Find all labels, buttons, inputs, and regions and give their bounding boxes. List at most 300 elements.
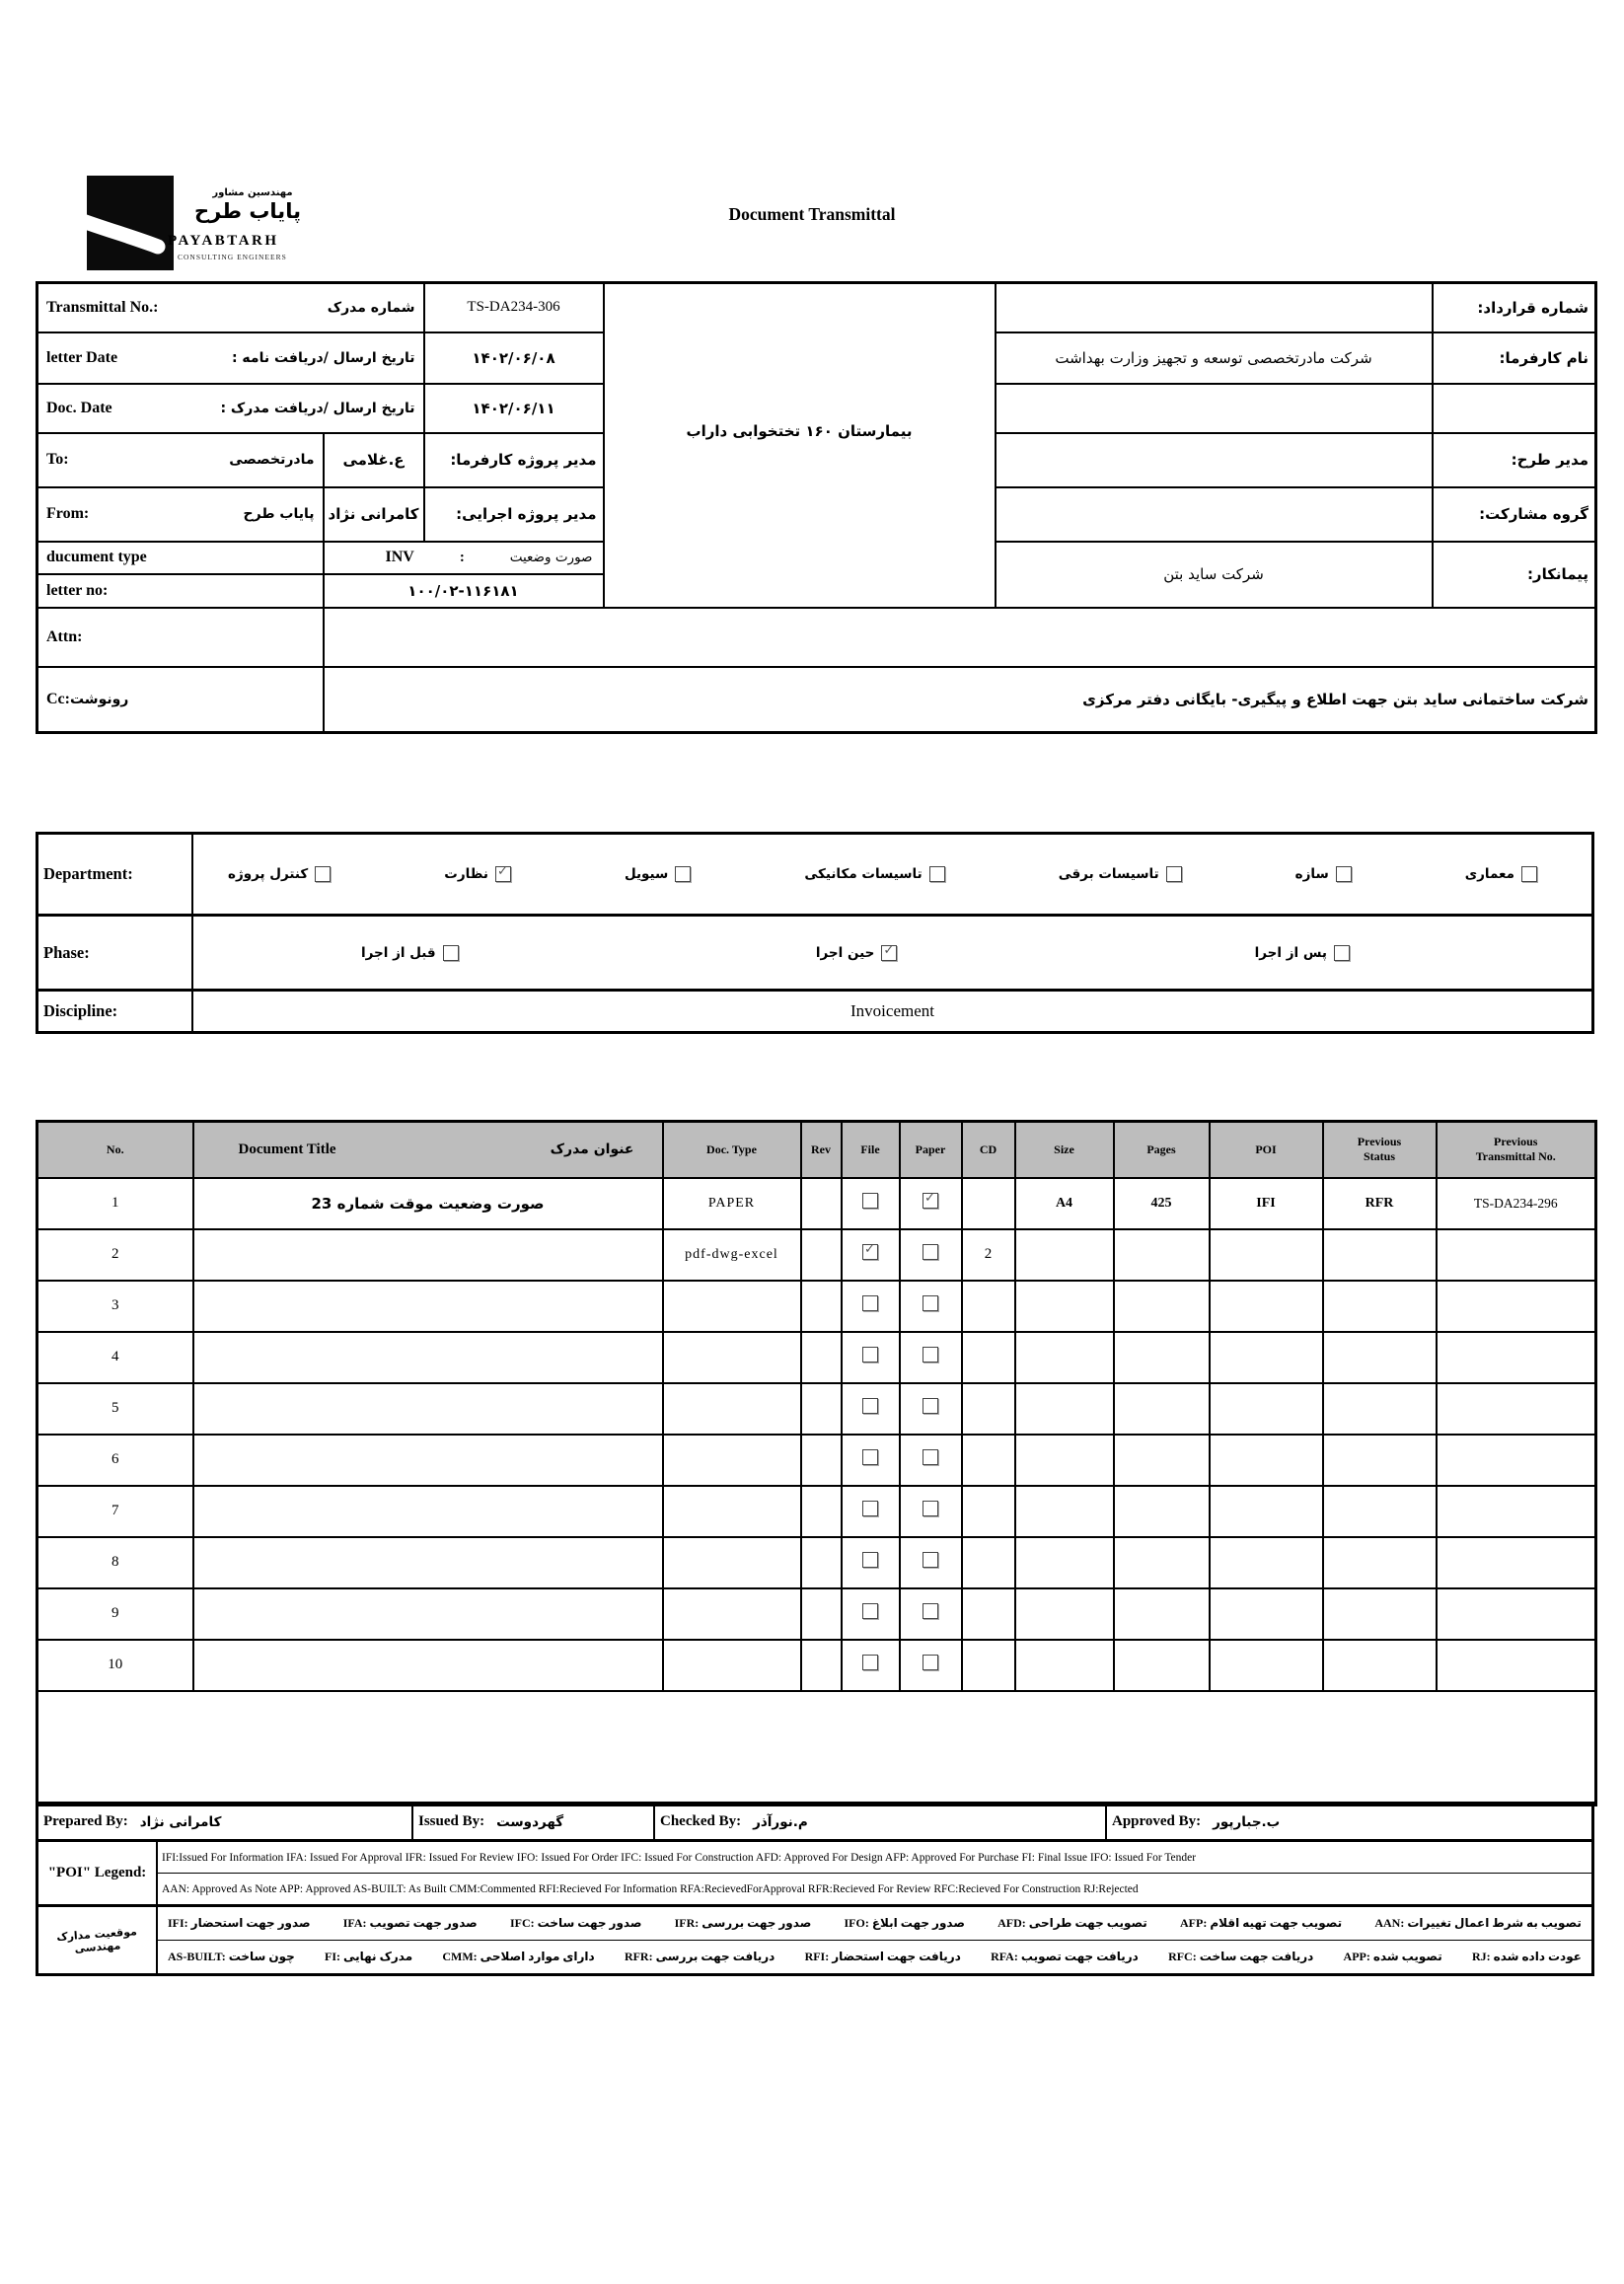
project-name: بیمارستان ۱۶۰ تختخوابی داراب (686, 422, 913, 441)
doc-cell-dtype (663, 1537, 801, 1588)
phase-option (361, 945, 459, 961)
transmittal-no-label-cell (37, 283, 424, 332)
transmittal-no-label-en: Transmittal No.: (46, 298, 159, 316)
fa-legend-entry-rj: RJ: عودت داده شده (1471, 1950, 1582, 1963)
doc-cell-title (193, 1588, 663, 1640)
doc-cell-cd (962, 1486, 1015, 1537)
doc-cell-pages (1114, 1640, 1210, 1691)
doc-cell-title (193, 1281, 663, 1332)
phase-options (193, 917, 1591, 989)
department-option-label: تاسیسات برقی (1058, 866, 1159, 882)
doc-cell-dtype (663, 1588, 801, 1640)
attn-value (324, 608, 1596, 667)
header-pages: Pages (1114, 1122, 1210, 1178)
doc-table-row (37, 1588, 1596, 1640)
doc-cell-rev (801, 1383, 842, 1435)
doc-cell-cd: 2 (962, 1229, 1015, 1281)
contractor-value: شرکت ساید بتن (996, 542, 1433, 608)
doc-cell-dtype (663, 1640, 801, 1691)
department-checkbox-5[interactable] (495, 866, 511, 882)
doc-table-row (37, 1383, 1596, 1435)
doc-cell-ptrans: TS-DA234-296 (1437, 1178, 1596, 1229)
fa-legend-entry-cmm: CMM: دارای موارد اصلاحی (442, 1950, 595, 1963)
department-checkbox-3[interactable] (929, 866, 945, 882)
doc-cell-pstat (1323, 1486, 1437, 1537)
department-checkbox-4[interactable] (675, 866, 691, 882)
doc-table-row (37, 1281, 1596, 1332)
doc-cell-paper (900, 1383, 962, 1435)
phase-option (1255, 945, 1350, 961)
transmittal-no-label-fa: شماره مدرک (327, 299, 415, 316)
checked-by-cell (655, 1805, 1107, 1839)
header-size: Size (1015, 1122, 1114, 1178)
doc-cell-file (842, 1435, 900, 1486)
document-table-body (37, 1178, 1596, 1805)
doc-cell-cd (962, 1537, 1015, 1588)
prepared-by-cell (38, 1805, 413, 1839)
letter-no-label-cell (37, 574, 324, 608)
doc-date-label-en: Doc. Date (46, 399, 112, 416)
header-title-en: Document Title (238, 1141, 336, 1157)
department-options (193, 835, 1591, 914)
to-person: ع.غلامی (324, 433, 424, 487)
doc-cell-size (1015, 1486, 1114, 1537)
doc-cell-size (1015, 1435, 1114, 1486)
doc-type-label: ducument type (46, 549, 147, 565)
fa-legend-entry-as-built: AS-BUILT: چون ساخت (168, 1950, 295, 1963)
doc-cell-rev (801, 1435, 842, 1486)
doc-cell-dtype (663, 1383, 801, 1435)
file-checkbox-row-6[interactable] (862, 1449, 878, 1465)
right-empty-label (1433, 384, 1596, 433)
fa-legend-entry-aan: AAN: تصویب به شرط اعمال تغییرات (1374, 1916, 1582, 1930)
client-name-value: شرکت مادرتخصصی توسعه و تجهیز وزارت بهداشت (996, 332, 1433, 384)
header-prev-transmittal-line2: Transmittal No. (1475, 1149, 1556, 1164)
doc-cell-paper (900, 1537, 962, 1588)
doc-cell-pages (1114, 1383, 1210, 1435)
doc-cell-cd (962, 1640, 1015, 1691)
paper-checkbox-row-5[interactable] (923, 1398, 938, 1414)
doc-cell-rev (801, 1178, 842, 1229)
doc-cell-poi (1210, 1435, 1323, 1486)
header-file: File (842, 1122, 900, 1178)
doc-cell-size (1015, 1383, 1114, 1435)
doc-cell-ptrans (1437, 1537, 1596, 1588)
doc-cell-file (842, 1229, 900, 1281)
doc-cell-file (842, 1281, 900, 1332)
department-option (1295, 866, 1352, 882)
doc-cell-ptrans (1437, 1640, 1596, 1691)
phase-checkbox-2[interactable] (443, 945, 459, 961)
doc-cell-no: 6 (37, 1435, 193, 1486)
doc-type-value-cell (324, 542, 604, 574)
contract-no-label: شماره قرارداد: (1433, 283, 1596, 332)
checked-by-name: م.نورآذر (753, 1813, 808, 1830)
letter-no-value: ۱۰۰/۰۲-۱۱۶۱۸۱ (324, 574, 604, 608)
paper-checkbox-row-6[interactable] (923, 1449, 938, 1465)
paper-checkbox-row-1[interactable] (923, 1193, 938, 1209)
doc-cell-pstat (1323, 1332, 1437, 1383)
doc-cell-pages (1114, 1281, 1210, 1332)
discipline-row (38, 992, 1591, 1031)
doc-cell-poi (1210, 1383, 1323, 1435)
doc-cell-rev (801, 1332, 842, 1383)
doc-cell-cd (962, 1178, 1015, 1229)
discipline-label: Discipline: (38, 992, 193, 1031)
fa-legend-entry-afp: AFP: تصویب جهت تهیه اقلام (1180, 1916, 1343, 1930)
doc-cell-ptrans (1437, 1281, 1596, 1332)
doc-cell-rev (801, 1537, 842, 1588)
poi-legend-lines (158, 1842, 1591, 1904)
paper-checkbox-row-8[interactable] (923, 1552, 938, 1568)
partnership-label: گروه مشارکت: (1433, 487, 1596, 542)
doc-date-label-cell (37, 384, 424, 433)
file-checkbox-row-10[interactable] (862, 1655, 878, 1670)
doc-cell-title (193, 1332, 663, 1383)
doc-cell-pages (1114, 1332, 1210, 1383)
header-paper: Paper (900, 1122, 962, 1178)
department-option (228, 866, 331, 882)
department-option (1465, 866, 1537, 882)
doc-date-value: ۱۴۰۲/۰۶/۱۱ (424, 384, 604, 433)
paper-checkbox-row-4[interactable] (923, 1347, 938, 1363)
doc-cell-file (842, 1537, 900, 1588)
poi-legend-line1: IFI:Issued For Information IFA: Issued For Approval IFR: Issued For Review IFO: Issued For Order IFC: Issued For Construction AFD: Approved For Design AFP: Approved For Purchase FI: Final Issue IFO: Issued For Tender (158, 1842, 1591, 1874)
file-checkbox-row-8[interactable] (862, 1552, 878, 1568)
fa-legend-entry-ifr: IFR: صدور جهت بررسی (674, 1916, 812, 1930)
header-prev-status-line2: Status (1363, 1149, 1395, 1164)
doc-cell-pstat (1323, 1588, 1437, 1640)
manager-value (996, 433, 1433, 487)
client-name-label: نام کارفرما: (1433, 332, 1596, 384)
department-option-label: کنترل پروژه (228, 866, 309, 882)
doc-cell-poi (1210, 1537, 1323, 1588)
doc-cell-title (193, 1640, 663, 1691)
doc-cell-paper (900, 1640, 962, 1691)
doc-cell-no: 5 (37, 1383, 193, 1435)
doc-cell-title (193, 1537, 663, 1588)
doc-cell-no: 7 (37, 1486, 193, 1537)
doc-cell-pstat (1323, 1640, 1437, 1691)
phase-row (38, 917, 1591, 992)
department-option (1059, 866, 1182, 882)
issued-by-name: گهردوست (496, 1813, 564, 1830)
paper-checkbox-row-2[interactable] (923, 1244, 938, 1260)
doc-cell-pstat (1323, 1435, 1437, 1486)
phase-option-label: حین اجرا (815, 944, 875, 961)
doc-cell-rev (801, 1486, 842, 1537)
fa-legend-label: موقعیت مدارک مهندسی (55, 1924, 138, 1955)
doc-date-label-fa: تاریخ ارسال /دریافت مدرک : (220, 400, 415, 416)
signature-row (38, 1805, 1591, 1842)
header-rev: Rev (801, 1122, 842, 1178)
doc-cell-title (193, 1486, 663, 1537)
prepared-by-label: Prepared By: (43, 1813, 128, 1829)
attn-label: Attn: (46, 627, 83, 645)
doc-table-row (37, 1537, 1596, 1588)
transmittal-no-row (37, 283, 1596, 332)
doc-cell-no: 3 (37, 1281, 193, 1332)
file-checkbox-row-4[interactable] (862, 1347, 878, 1363)
doc-cell-dtype (663, 1332, 801, 1383)
poi-legend-line2: AAN: Approved As Note APP: Approved AS-BUILT: As Built CMM:Commented RFI:Recieved For Information RFA:RecievedForApproval RFR:Recieved For Review RFC:Recieved For Construction RJ:Rejected (162, 1882, 1139, 1895)
logo-fa-tagline: مهندسین مشاور (212, 187, 293, 198)
fa-legend-section (38, 1907, 1591, 1973)
to-cell (37, 433, 324, 487)
header-no: No. (37, 1122, 193, 1178)
to-role: مدیر پروژه کارفرما: (424, 433, 604, 487)
letter-date-label-cell (37, 332, 424, 384)
department-option-label: تاسیسات مکانیکی (804, 866, 923, 882)
doc-cell-dtype (663, 1435, 801, 1486)
manager-label: مدیر طرح: (1433, 433, 1596, 487)
approved-by-label: Approved By: (1112, 1813, 1202, 1829)
doc-table-row (37, 1435, 1596, 1486)
department-checkbox-0[interactable] (1521, 866, 1537, 882)
cc-row (37, 667, 1596, 733)
doc-cell-paper (900, 1486, 962, 1537)
doc-type-code: INV (385, 549, 414, 565)
fa-legend-entry-ifo: IFO: صدور جهت ابلاغ (844, 1916, 965, 1930)
doc-cell-size (1015, 1537, 1114, 1588)
header-prev-transmittal-line1: Previous (1494, 1135, 1538, 1149)
doc-cell-file (842, 1486, 900, 1537)
doc-type-fa: صورت وضعیت (509, 550, 593, 565)
phase-checkbox-0[interactable] (1334, 945, 1350, 961)
doc-cell-poi: IFI (1210, 1178, 1323, 1229)
doc-table-blank-row (37, 1691, 1596, 1805)
department-option-label: نظارت (444, 866, 488, 882)
doc-cell-pages: 425 (1114, 1178, 1210, 1229)
file-checkbox-row-5[interactable] (862, 1398, 878, 1414)
logo-en-name: PAYABTARH (168, 233, 279, 249)
phase-option-label: قبل از اجرا (361, 944, 436, 961)
from-value: پایاب طرح (243, 506, 315, 522)
doc-cell-pstat: RFR (1323, 1178, 1437, 1229)
header-prev-transmittal (1437, 1122, 1596, 1178)
doc-cell-title (193, 1229, 663, 1281)
fa-legend-label-cell (38, 1907, 158, 1973)
letter-date-value: ۱۴۰۲/۰۶/۰۸ (424, 332, 604, 384)
doc-cell-title (193, 1435, 663, 1486)
doc-cell-rev (801, 1229, 842, 1281)
department-checkbox-1[interactable] (1336, 866, 1352, 882)
file-checkbox-row-7[interactable] (862, 1501, 878, 1516)
doc-cell-poi (1210, 1588, 1323, 1640)
doc-cell-size (1015, 1588, 1114, 1640)
letter-date-label-fa: تاریخ ارسال /دریافت نامه : (231, 349, 415, 366)
doc-cell-paper (900, 1281, 962, 1332)
doc-table-row (37, 1332, 1596, 1383)
doc-cell-pstat (1323, 1383, 1437, 1435)
doc-cell-rev (801, 1588, 842, 1640)
fa-legend-entry-rfa: RFA: دریافت جهت تصویب (991, 1950, 1139, 1963)
department-checkbox-2[interactable] (1166, 866, 1182, 882)
attn-row (37, 608, 1596, 667)
doc-cell-poi (1210, 1640, 1323, 1691)
file-checkbox-row-9[interactable] (862, 1603, 878, 1619)
from-role: مدیر پروژه اجرایی: (424, 487, 604, 542)
doc-cell-pstat (1323, 1281, 1437, 1332)
department-label: Department: (38, 835, 193, 914)
project-name-cell (604, 283, 996, 608)
department-row (38, 835, 1591, 917)
doc-cell-ptrans (1437, 1229, 1596, 1281)
checked-by-label: Checked By: (660, 1813, 742, 1829)
discipline-value: Invoicement (850, 1001, 934, 1020)
cc-label-en: Cc: (46, 690, 70, 707)
cc-value: شرکت ساختمانی ساید بتن جهت اطلاع و پیگیری- بایگانی دفتر مرکزی (324, 667, 1596, 733)
letter-date-label-en: letter Date (46, 348, 118, 366)
doc-cell-size (1015, 1229, 1114, 1281)
cc-label-cell (37, 667, 324, 733)
header-doc-type: Doc. Type (663, 1122, 801, 1178)
doc-cell-title: صورت وضعیت موقت شماره 23 (193, 1178, 663, 1229)
doc-cell-file (842, 1178, 900, 1229)
classification-table (36, 832, 1594, 1034)
issued-by-label: Issued By: (418, 1813, 485, 1829)
doc-table-row (37, 1178, 1596, 1229)
doc-cell-ptrans (1437, 1435, 1596, 1486)
doc-cell-pages (1114, 1588, 1210, 1640)
doc-cell-title (193, 1383, 663, 1435)
to-value: مادرتخصصی (229, 452, 315, 468)
to-label: To: (46, 451, 69, 468)
header-title (193, 1122, 663, 1178)
doc-cell-no: 1 (37, 1178, 193, 1229)
doc-cell-pstat (1323, 1537, 1437, 1588)
fa-legend-line1 (158, 1907, 1591, 1941)
doc-cell-dtype: pdf-dwg-excel (663, 1229, 801, 1281)
department-option (625, 866, 691, 882)
header-prev-status-line1: Previous (1357, 1135, 1402, 1149)
doc-cell-ptrans (1437, 1332, 1596, 1383)
from-person: کامرانی نژاد (324, 487, 424, 542)
doc-cell-poi (1210, 1486, 1323, 1537)
doc-cell-size (1015, 1640, 1114, 1691)
doc-cell-no: 9 (37, 1588, 193, 1640)
doc-type-label-cell (37, 542, 324, 574)
document-list-table (36, 1120, 1597, 1806)
paper-checkbox-row-7[interactable] (923, 1501, 938, 1516)
fa-legend-lines (158, 1907, 1591, 1973)
doc-cell-no: 10 (37, 1640, 193, 1691)
doc-cell-file (842, 1640, 900, 1691)
issued-by-cell (413, 1805, 655, 1839)
contract-no-value (996, 283, 1433, 332)
approved-by-cell (1107, 1805, 1591, 1839)
letter-no-label: letter no: (46, 581, 109, 599)
from-cell (37, 487, 324, 542)
doc-cell-pages (1114, 1435, 1210, 1486)
phase-checkbox-1[interactable] (881, 945, 897, 961)
doc-cell-file (842, 1588, 900, 1640)
doc-cell-no: 8 (37, 1537, 193, 1588)
signature-legend-block (36, 1802, 1594, 1976)
cc-label-fa: رونوشت (69, 691, 129, 707)
department-option-label: سازه (1294, 866, 1329, 882)
doc-cell-no: 2 (37, 1229, 193, 1281)
doc-cell-paper (900, 1435, 962, 1486)
department-checkbox-6[interactable] (315, 866, 331, 882)
file-checkbox-row-2[interactable] (862, 1244, 878, 1260)
doc-cell-paper (900, 1588, 962, 1640)
doc-cell-size (1015, 1281, 1114, 1332)
doc-table-row (37, 1640, 1596, 1691)
doc-cell-cd (962, 1383, 1015, 1435)
fa-legend-entry-app: APP: تصویب شده (1343, 1950, 1442, 1963)
doc-cell-pages (1114, 1537, 1210, 1588)
doc-cell-dtype (663, 1486, 801, 1537)
doc-cell-pages (1114, 1486, 1210, 1537)
fa-legend-entry-ifc: IFC: صدور جهت ساخت (509, 1916, 642, 1930)
doc-cell-dtype: PAPER (663, 1178, 801, 1229)
company-logo (87, 174, 314, 276)
doc-cell-ptrans (1437, 1588, 1596, 1640)
doc-cell-poi (1210, 1281, 1323, 1332)
doc-cell-cd (962, 1281, 1015, 1332)
paper-checkbox-row-3[interactable] (923, 1295, 938, 1311)
doc-cell-no: 4 (37, 1332, 193, 1383)
doc-table-row (37, 1486, 1596, 1537)
logo-en-subtitle: CONSULTING ENGINEERS (178, 253, 287, 261)
doc-cell-cd (962, 1435, 1015, 1486)
department-option (444, 866, 511, 882)
poi-legend-section (38, 1842, 1591, 1907)
doc-type-colon: : (459, 549, 465, 565)
doc-cell-size (1015, 1332, 1114, 1383)
header-title-fa: عنوان مدرک (550, 1142, 634, 1158)
doc-cell-pages (1114, 1229, 1210, 1281)
file-checkbox-row-3[interactable] (862, 1295, 878, 1311)
fa-legend-line2 (158, 1941, 1591, 1973)
file-checkbox-row-1[interactable] (862, 1193, 878, 1209)
doc-cell-paper (900, 1178, 962, 1229)
doc-cell-cd (962, 1332, 1015, 1383)
prepared-by-name: کامرانی نژاد (139, 1813, 222, 1830)
fa-legend-entry-afd: AFD: تصویب جهت طراحی (997, 1916, 1147, 1930)
poi-legend-label: "POI" Legend: (38, 1842, 158, 1904)
paper-checkbox-row-10[interactable] (923, 1655, 938, 1670)
contractor-label: پیمانکار: (1433, 542, 1596, 608)
from-label: From: (46, 505, 90, 522)
transmittal-info-table (36, 281, 1597, 734)
department-option-label: سیویل (624, 866, 669, 882)
phase-option (816, 945, 897, 961)
doc-cell-cd (962, 1588, 1015, 1640)
doc-cell-pstat (1323, 1229, 1437, 1281)
paper-checkbox-row-9[interactable] (923, 1603, 938, 1619)
fa-legend-entry-rfi: RFI: دریافت جهت استحضار (804, 1950, 961, 1963)
doc-table-blank-cell (37, 1691, 1596, 1805)
header-poi: POI (1210, 1122, 1323, 1178)
doc-table-row (37, 1229, 1596, 1281)
doc-cell-size: A4 (1015, 1178, 1114, 1229)
fa-legend-entry-fi: FI: مدرک نهایی (324, 1950, 413, 1963)
fa-legend-entry-rfr: RFR: دریافت جهت بررسی (624, 1950, 775, 1963)
logo-fa-name: پایاب طرح (194, 199, 301, 223)
phase-label: Phase: (38, 917, 193, 989)
doc-cell-file (842, 1332, 900, 1383)
doc-cell-paper (900, 1229, 962, 1281)
right-empty-value (996, 384, 1433, 433)
transmittal-no-value: TS-DA234-306 (424, 283, 604, 332)
fa-legend-entry-ifi: IFI: صدور جهت استحضار (168, 1916, 311, 1930)
doc-cell-paper (900, 1332, 962, 1383)
doc-cell-poi (1210, 1229, 1323, 1281)
header-prev-status (1323, 1122, 1437, 1178)
doc-cell-rev (801, 1281, 842, 1332)
